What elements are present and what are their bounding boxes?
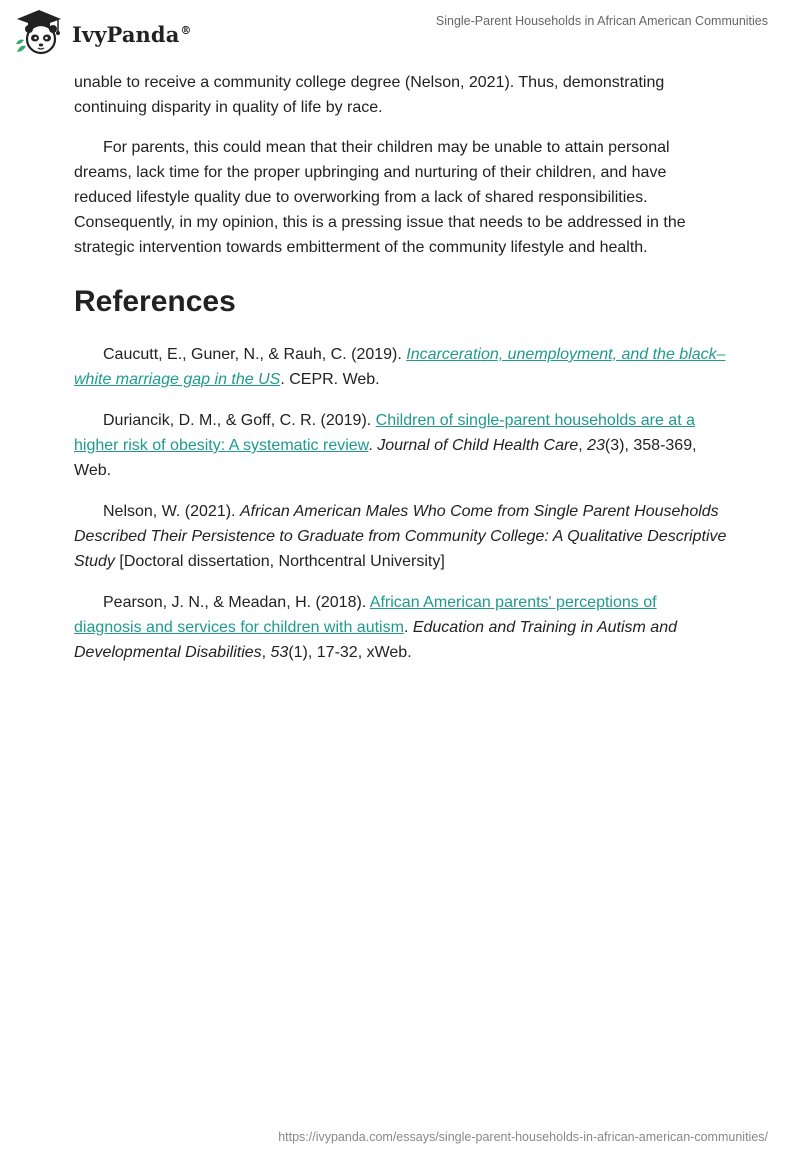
reference-volume: 53	[270, 644, 289, 661]
reference-authors: Pearson, J. N., & Meadan, H. (2018).	[103, 594, 370, 611]
reference-item: Duriancik, D. M., & Goff, C. R. (2019). Children of single-parent households are at a higher risk of obesity: A systematic review. Journal of Child Health Care, 23(3), 358-369, Web.	[74, 412, 697, 479]
document-title: Single-Parent Households in African American Communities	[435, 14, 768, 28]
reference-source: . CEPR. Web.	[280, 371, 380, 388]
references-heading: References	[74, 285, 236, 318]
reference-authors: Caucutt, E., Guner, N., & Rauh, C. (2019).	[103, 346, 407, 363]
page-header	[0, 0, 800, 62]
reference-item: Pearson, J. N., & Meadan, H. (2018). African American parents' perceptions of diagnosis and services for children with autism. Education and Training in Autism and Developmental Disabilities, 53(1), 17-32, xWeb.	[74, 594, 677, 661]
footer-url[interactable]: https://ivypanda.com/essays/single-parent-households-in-african-american-communities/	[278, 1130, 768, 1144]
panda-graduate-icon	[14, 8, 64, 56]
reference-title: African American Males Who Come from Single Parent Households Described Their Persistence to Graduate from Community College: A Qualitative Descriptive Study	[74, 503, 727, 570]
reference-journal: Education and Training in Autism and Developmental Disabilities	[74, 619, 677, 661]
reference-authors: Nelson, W. (2021).	[103, 503, 240, 520]
reference-source: [Doctoral dissertation, Northcentral University]	[114, 553, 445, 570]
brand-name: IvyPanda®	[72, 21, 192, 47]
reference-volume: 23	[587, 437, 605, 454]
reference-link[interactable]: Children of single-parent households are at a higher risk of obesity: A systematic review	[74, 412, 695, 454]
essay-content	[74, 70, 728, 681]
body-paragraph: unable to receive a community college degree (Nelson, 2021). Thus, demonstrating continuing disparity in quality of life by race.	[74, 74, 665, 116]
reference-authors: Duriancik, D. M., & Goff, C. R. (2019).	[103, 412, 376, 429]
reference-link[interactable]: Incarceration, unemployment, and the black–white marriage gap in the US	[74, 346, 726, 388]
reference-pages: (3), 358-369, Web.	[74, 437, 697, 479]
reference-item	[74, 499, 728, 574]
body-paragraph: For parents, this could mean that their children may be unable to attain personal dreams, lack time for the proper upbringing and nurturing of their children, and have reduced lifestyle quality due to overworking from a lack of shared responsibilities. Consequently, in my opinion, this is a pressing issue that needs to be addressed in the strategic intervention towards embitterment of the community lifestyle and health.	[74, 139, 686, 256]
reference-link[interactable]: African American parents' perceptions of diagnosis and services for children with autism	[74, 594, 657, 636]
reference-item	[74, 342, 728, 392]
reference-journal: Journal of Child Health Care	[377, 437, 579, 454]
reference-pages: (1), 17-32, xWeb.	[288, 644, 412, 661]
ivypanda-logo[interactable]	[14, 8, 192, 56]
